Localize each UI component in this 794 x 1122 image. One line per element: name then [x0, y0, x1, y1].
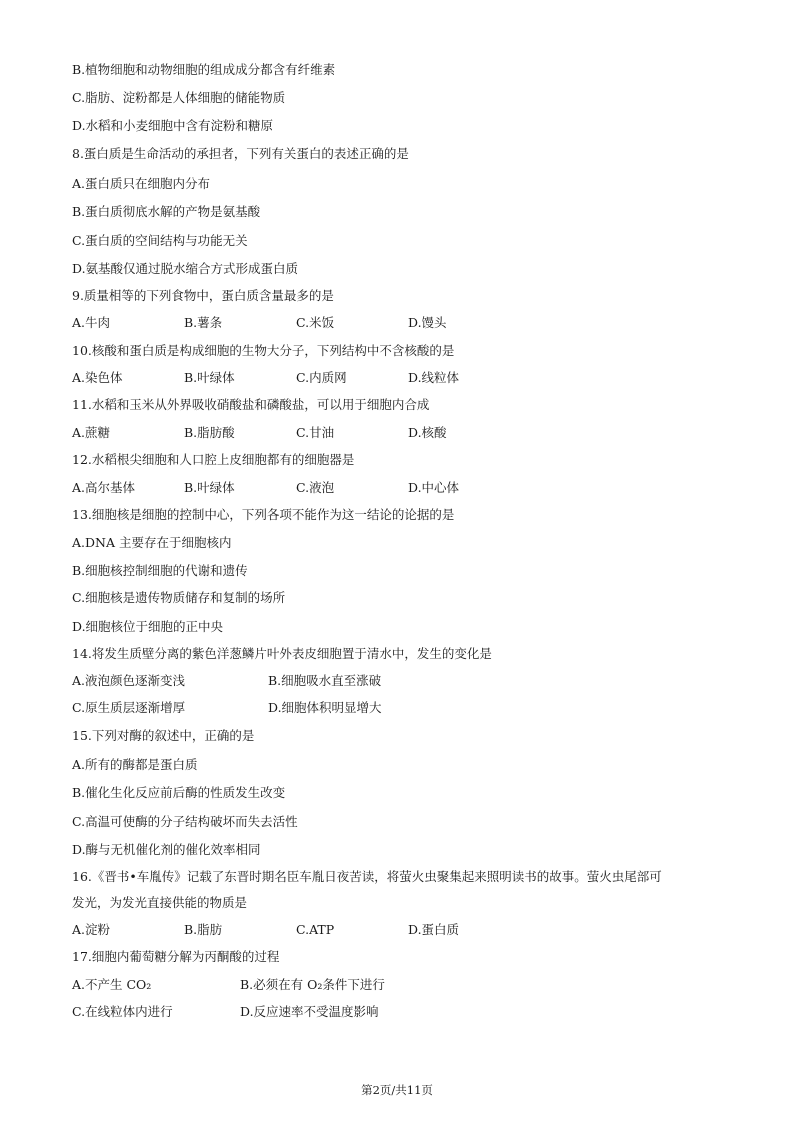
question-10-option-a: A.染色体	[72, 370, 123, 385]
question-13-option-c: C.细胞核是遗传物质储存和复制的场所	[72, 590, 286, 605]
question-12-option-b: B.叶绿体	[184, 480, 235, 495]
question-14-option-d: D.细胞体积明显增大	[268, 700, 382, 715]
question-11-options	[72, 425, 732, 441]
question-17-option-b: B.必须在有 O₂条件下进行	[240, 977, 385, 992]
question-16-options	[72, 922, 732, 938]
question-11-stem: 11.水稻和玉米从外界吸收硝酸盐和磷酸盐，可以用于细胞内合成	[72, 397, 430, 412]
question-12-stem: 12.水稻根尖细胞和人口腔上皮细胞都有的细胞器是	[72, 452, 355, 467]
question-16-option-a: A.淀粉	[72, 922, 111, 937]
question-8-option-b: B.蛋白质彻底水解的产物是氨基酸	[72, 204, 261, 219]
question-12-option-d: D.中心体	[408, 480, 460, 495]
question-10-option-b: B.叶绿体	[184, 370, 235, 385]
question-17-options-row-1	[72, 977, 732, 993]
question-16-option-c: C.ATP	[296, 922, 335, 937]
question-17-option-d: D.反应速率不受温度影响	[240, 1004, 379, 1019]
question-16-stem-line-1: 16.《晋书•车胤传》记载了东晋时期名臣车胤日夜苦读，将萤火虫聚集起来照明读书的故事。萤火虫尾部可	[72, 869, 662, 884]
question-8-option-d: D.氨基酸仅通过脱水缩合方式形成蛋白质	[72, 261, 299, 276]
question-10-options	[72, 370, 732, 386]
question-15-option-b: B.催化生化反应前后酶的性质发生改变	[72, 785, 286, 800]
question-16-option-d: D.蛋白质	[408, 922, 460, 937]
question-15-stem: 15.下列对酶的叙述中，正确的是	[72, 728, 255, 743]
question-16-option-b: B.脂肪	[184, 922, 223, 937]
question-9-option-d: D.馒头	[408, 315, 447, 330]
question-10-option-d: D.线粒体	[408, 370, 460, 385]
question-14-stem: 14.将发生质壁分离的紫色洋葱鳞片叶外表皮细胞置于清水中，发生的变化是	[72, 646, 492, 661]
question-7-option-b: B.植物细胞和动物细胞的组成成分都含有纤维素	[72, 62, 336, 77]
question-7-option-c: C.脂肪、淀粉都是人体细胞的储能物质	[72, 90, 286, 105]
question-16-stem-line-2: 发光，为发光直接供能的物质是	[72, 895, 248, 910]
question-8-stem: 8.蛋白质是生命活动的承担者，下列有关蛋白的表述正确的是	[72, 146, 409, 161]
question-8-option-a: A.蛋白质只在细胞内分布	[72, 176, 211, 191]
question-9-option-c: C.米饭	[296, 315, 335, 330]
question-15-option-c: C.高温可使酶的分子结构破坏而失去活性	[72, 814, 298, 829]
question-15-option-d: D.酶与无机催化剂的催化效率相同	[72, 842, 261, 857]
question-13-option-b: B.细胞核控制细胞的代谢和遗传	[72, 563, 248, 578]
question-14-option-a: A.液泡颜色逐渐变浅	[72, 673, 186, 688]
question-13-stem: 13.细胞核是细胞的控制中心，下列各项不能作为这一结论的论据的是	[72, 507, 455, 522]
question-11-option-c: C.甘油	[296, 425, 335, 440]
question-17-option-a: A.不产生 CO₂	[72, 977, 152, 992]
question-7-option-d: D.水稻和小麦细胞中含有淀粉和糖原	[72, 118, 274, 133]
question-12-option-c: C.液泡	[296, 480, 335, 495]
question-10-stem: 10.核酸和蛋白质是构成细胞的生物大分子，下列结构中不含核酸的是	[72, 343, 455, 358]
question-14-option-b: B.细胞吸水直至涨破	[268, 673, 382, 688]
question-12-option-a: A.高尔基体	[72, 480, 136, 495]
question-15-option-a: A.所有的酶都是蛋白质	[72, 757, 198, 772]
question-8-option-c: C.蛋白质的空间结构与功能无关	[72, 233, 248, 248]
question-9-options	[72, 315, 732, 331]
question-14-options-row-1	[72, 673, 732, 689]
question-11-option-a: A.蔗糖	[72, 425, 111, 440]
question-17-options-row-2	[72, 1004, 732, 1020]
question-14-option-c: C.原生质层逐渐增厚	[72, 700, 186, 715]
question-9-stem: 9.质量相等的下列食物中，蛋白质含量最多的是	[72, 288, 334, 303]
question-17-stem: 17.细胞内葡萄糖分解为丙酮酸的过程	[72, 949, 280, 964]
question-13-option-d: D.细胞核位于细胞的正中央	[72, 619, 224, 634]
question-13-option-a: A.DNA 主要存在于细胞核内	[72, 535, 232, 550]
question-14-options-row-2	[72, 700, 732, 716]
question-9-option-b: B.薯条	[184, 315, 223, 330]
question-10-option-c: C.内质网	[296, 370, 347, 385]
question-17-option-c: C.在线粒体内进行	[72, 1004, 173, 1019]
question-12-options	[72, 480, 732, 496]
page-number-footer: 第2页/共11页	[361, 1083, 433, 1097]
question-11-option-b: B.脂肪酸	[184, 425, 235, 440]
question-11-option-d: D.核酸	[408, 425, 447, 440]
question-9-option-a: A.牛肉	[72, 315, 111, 330]
